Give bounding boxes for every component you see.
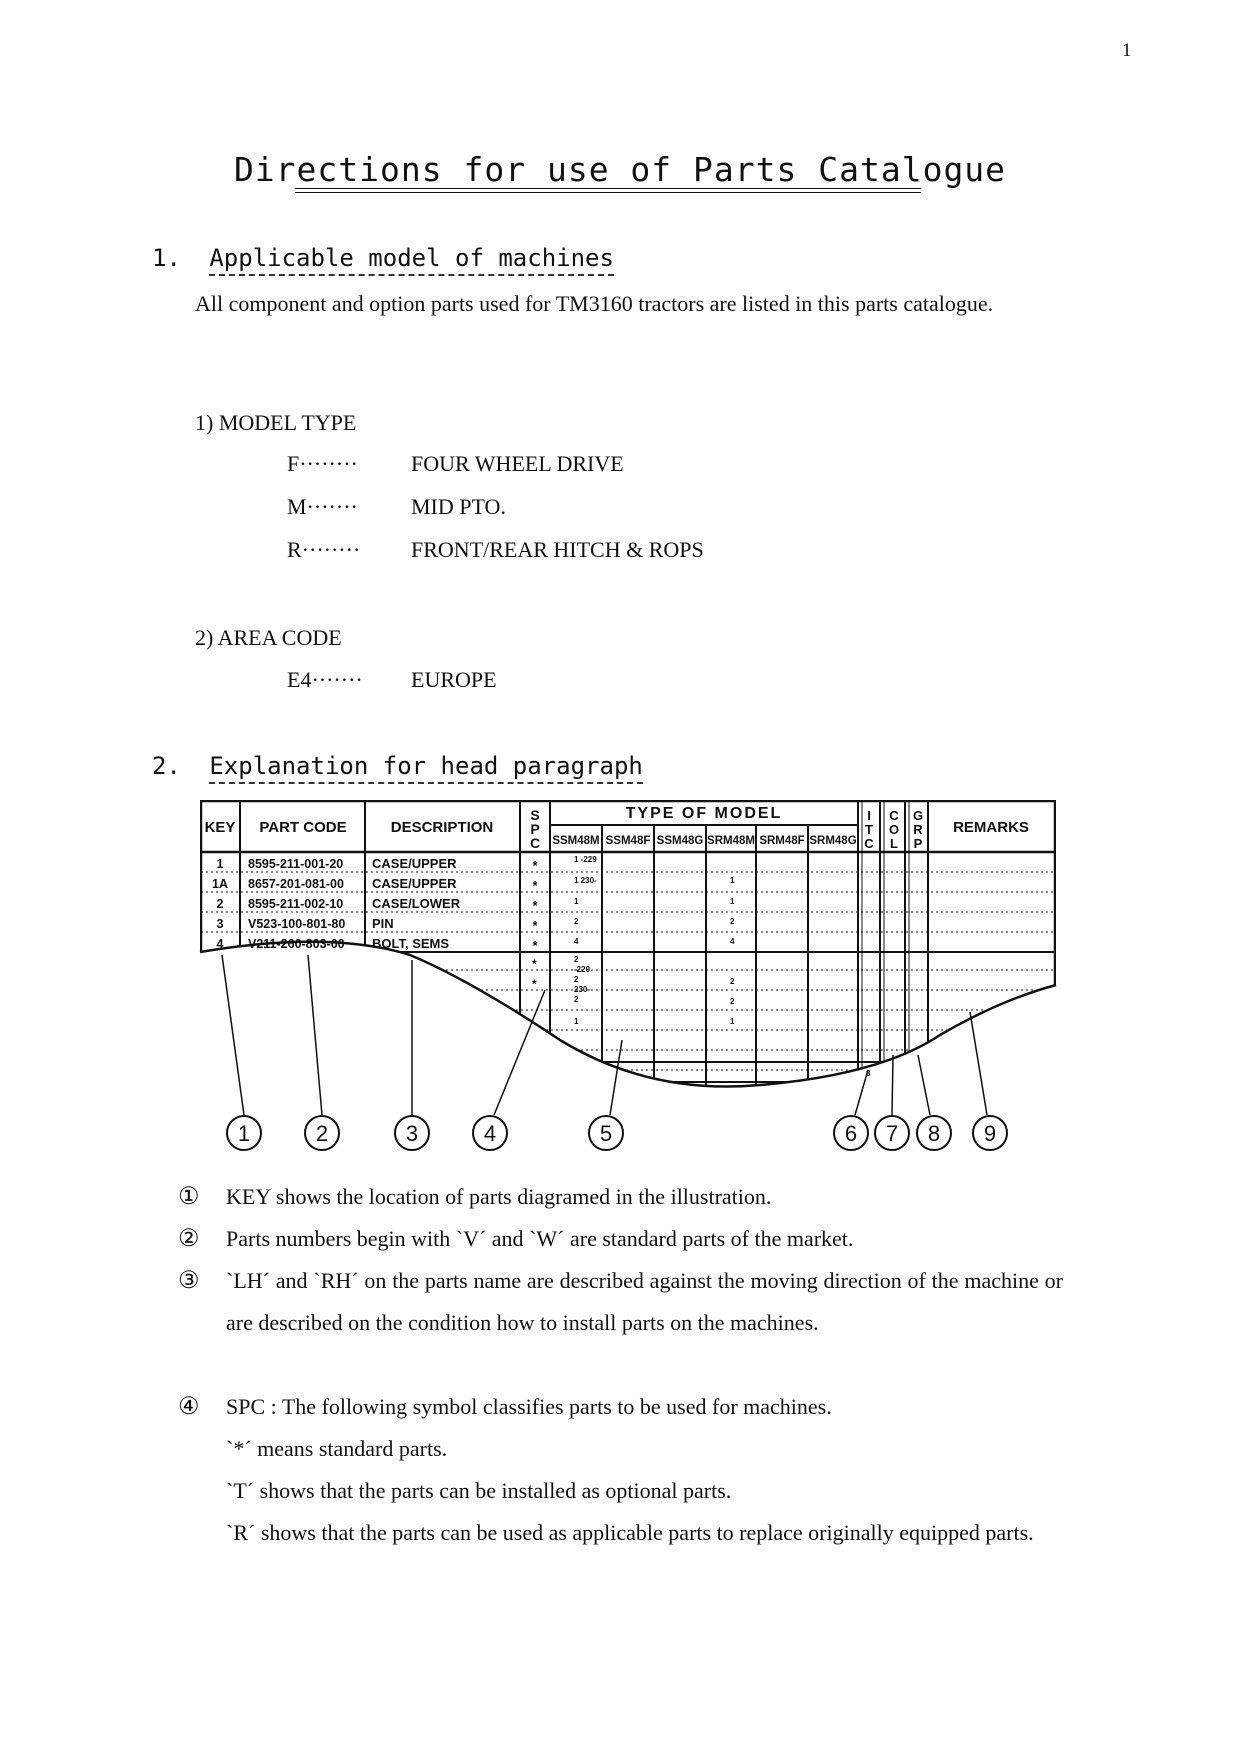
model-type-code-m: M······· [287, 494, 358, 519]
row-3-code: V523-100-801-80 [248, 917, 346, 931]
area-code-code-e4: E4······· [287, 667, 363, 692]
header-col-o: O [888, 822, 900, 837]
row-3-key: 3 [216, 917, 224, 931]
row-1-ssm48m-qty: 1 -229 [574, 855, 597, 864]
row-4-key: 4 [216, 937, 224, 951]
legend-text-1: KEY shows the location of parts diagramed in the illustration. [226, 1184, 772, 1209]
callout-3-label: 3 [405, 1121, 419, 1146]
header-description: DESCRIPTION [390, 819, 494, 836]
section-1-title: Applicable model of machines [209, 244, 614, 276]
row-3-desc: PIN [372, 916, 394, 931]
row-3-spc: * [532, 919, 538, 933]
row-1-code: 8595-211-001-20 [248, 857, 344, 871]
lower-ssm48m-6: 1 [574, 1017, 579, 1026]
legend-text-2: Parts numbers begin with `V´ and `W´ are standard parts of the market. [226, 1226, 854, 1251]
legend-mark-2: ② [178, 1226, 200, 1252]
lower-spc-1: * [532, 957, 537, 971]
row-2-code: 8595-211-002-10 [248, 897, 344, 911]
lower-ssm48m-1: 2 [574, 955, 579, 964]
legend-item-2 [178, 1218, 1063, 1260]
row-1a-spc: * [532, 879, 538, 893]
legend-mark-1: ① [178, 1184, 200, 1210]
header-model-ssm48g: SSM48G [656, 835, 704, 847]
callout-4-label: 4 [483, 1121, 497, 1146]
row-2-desc: CASE/LOWER [372, 896, 461, 911]
leader-1 [222, 955, 244, 1115]
lower-ssm48m-4: 230- [574, 985, 591, 994]
model-type-desc-m: MID PTO. [411, 494, 506, 519]
lower-itc-mark: 3 [866, 1069, 871, 1078]
model-type-code-r: R········ [287, 537, 361, 562]
callout-9-label: 9 [983, 1121, 997, 1146]
page-title: Directions for use of Parts Catalogue [233, 150, 1007, 189]
lower-spc-2: * [532, 977, 537, 991]
lower-srm48m-2: 2 [730, 997, 735, 1006]
lower-srm48m-1: 2 [730, 977, 735, 986]
legend-mark-3: ③ [178, 1268, 200, 1294]
lower-srm48m-3: 1 [730, 1017, 735, 1026]
leader-8 [918, 1055, 930, 1115]
section-1-text: All component and option parts used for TM3160 tractors are listed in this parts catalogue. [195, 291, 994, 316]
leader-6 [855, 1070, 868, 1115]
spc-symbol-optional: `T´ shows that the parts can be installed as optional parts. [226, 1478, 732, 1503]
legend-mark-4: ④ [178, 1394, 200, 1420]
model-type-desc-f: FOUR WHEEL DRIVE [411, 451, 624, 476]
page-number: 1 [1122, 40, 1132, 61]
table-border [201, 801, 1055, 1131]
area-code-desc-e4: EUROPE [411, 667, 497, 692]
header-model-ssm48f: SSM48F [605, 835, 651, 847]
header-type-of-model: TYPE OF MODEL [625, 805, 783, 822]
row-1a-desc: CASE/UPPER [372, 876, 457, 891]
row-2-ssm48m-qty: 1 [574, 897, 579, 906]
row-1-key: 1 [216, 857, 224, 871]
legend-text-3: `LH´ and `RH´ on the parts name are described against the moving direction of the machine or are described on the condition how to install parts on the machines. [226, 1268, 1063, 1335]
header-remarks: REMARKS [953, 819, 1029, 836]
header-grp-r: R [913, 822, 923, 837]
callout-5-label: 5 [599, 1121, 613, 1146]
row-1a-code: 8657-201-081-00 [248, 877, 344, 891]
header-model-srm48f: SRM48F [759, 835, 805, 847]
callout-7-label: 7 [885, 1121, 899, 1146]
row-4-srm48m-qty: 4 [730, 937, 735, 946]
lower-ssm48m-5: 2 [574, 995, 579, 1004]
spc-symbol-standard: `*´ means standard parts. [226, 1436, 448, 1461]
row-3-ssm48m-qty: 2 [574, 917, 579, 926]
callout-8-label: 8 [927, 1121, 941, 1146]
leader-9 [970, 1012, 987, 1115]
lower-ssm48m-2: -229 [574, 965, 591, 974]
row-1-desc: CASE/UPPER [372, 856, 457, 871]
row-1a-key: 1A [212, 877, 228, 891]
row-4-spc: * [532, 939, 538, 953]
header-spc-c: C [529, 835, 541, 851]
area-code-label: 2) AREA CODE [195, 625, 342, 650]
callout-1-label: 1 [237, 1121, 251, 1146]
row-1a-srm48m-qty: 1 [730, 876, 735, 885]
lower-ssm48m-3: 2 [574, 975, 579, 984]
header-part-code: PART CODE [259, 819, 347, 836]
spc-symbol-replacement: `R´ shows that the parts can be used as applicable parts to replace originally equipped parts. [226, 1520, 1034, 1545]
header-model-srm48m: SRM48M [707, 835, 755, 847]
row-2-spc: * [532, 899, 538, 913]
leader-7 [892, 1055, 893, 1115]
header-grp-p: P [913, 836, 923, 851]
legend-item-3 [178, 1260, 1063, 1344]
model-type-code-f: F········ [287, 451, 358, 476]
header-grp-g: G [912, 808, 924, 823]
model-type-label: 1) MODEL TYPE [195, 410, 357, 435]
row-4-desc: BOLT, SEMS [372, 936, 450, 951]
header-itc-c: C [864, 836, 874, 851]
section-2-number: 2. [152, 752, 181, 780]
row-2-srm48m-qty: 1 [730, 897, 735, 906]
section-1-number: 1. [152, 244, 181, 272]
header-itc-t: T [865, 822, 873, 837]
legend-text-4: SPC : The following symbol classifies parts to be used for machines. [226, 1394, 832, 1419]
header-col-l: L [890, 836, 898, 851]
header-spc-p: P [530, 821, 540, 837]
section-2-title: Explanation for head paragraph [209, 752, 642, 784]
row-4-ssm48m-qty: 4 [574, 937, 579, 946]
row-2-key: 2 [216, 897, 224, 911]
header-itc-i: I [867, 808, 871, 823]
legend-item-1 [178, 1176, 1063, 1218]
callout-6-label: 6 [844, 1121, 858, 1146]
model-type-desc-r: FRONT/REAR HITCH & ROPS [411, 537, 704, 562]
row-3-srm48m-qty: 2 [730, 917, 735, 926]
row-1-spc: * [532, 859, 538, 873]
row-4-code: V211-260-803-00 [248, 937, 345, 951]
leader-5 [610, 1040, 622, 1115]
header-model-ssm48m: SSM48M [552, 835, 600, 847]
leader-2 [308, 955, 322, 1115]
header-col-c: C [889, 808, 899, 823]
header-model-srm48g: SRM48G [809, 835, 857, 847]
callout-2-label: 2 [315, 1121, 329, 1146]
row-1a-ssm48m-qty: 1 230- [574, 876, 597, 885]
legend-item-4 [178, 1386, 1063, 1428]
header-spc-s: S [530, 807, 540, 823]
header-key: KEY [204, 819, 236, 836]
